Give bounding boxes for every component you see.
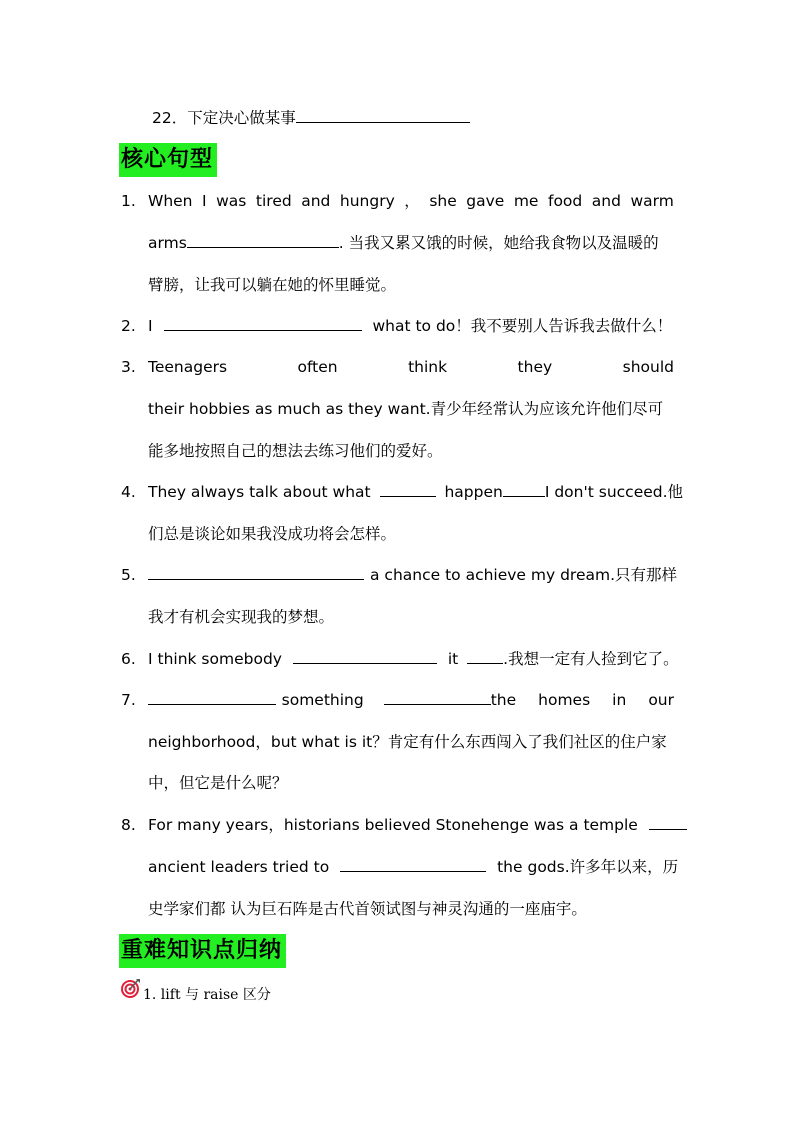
item-number: 22．	[152, 109, 188, 127]
item-7-line-1: something the homes in our	[148, 690, 674, 710]
item-6-line-1: I think somebody it .我想一定有人捡到它了。	[148, 650, 679, 668]
item-1-line-3: 臂膀，让我可以躺在她的怀里睡觉。	[148, 276, 397, 294]
item-2-line-1: I what to do！我不要别人告诉我去做什么！	[148, 317, 673, 335]
item-8-line-2: ancient leaders tried to the gods.许多年以来，历	[148, 858, 679, 876]
item-number: 5.	[121, 566, 136, 584]
answer-blank[interactable]	[293, 649, 437, 664]
item-8-line-3: 史学家们都 认为巨石阵是古代首领试图与神灵沟通的一座庙宇。	[148, 900, 587, 918]
answer-blank[interactable]	[164, 316, 362, 331]
section-heading-key-points: 重难知识点归纳	[119, 934, 286, 968]
item-number: 4.	[121, 483, 136, 501]
item-4-line-2: 们总是谈论如果我没成功将会怎样。	[148, 525, 397, 543]
subsection-lift-raise: 1. lift 与 raise 区分	[143, 987, 271, 1003]
item-3-line-3: 能多地按照自己的想法去练习他们的爱好。	[148, 442, 443, 460]
answer-blank[interactable]	[148, 690, 276, 705]
answer-blank[interactable]	[296, 108, 470, 123]
item-number: 7.	[121, 691, 136, 709]
item-1-line-2: arms . 当我又累又饿的时候，她给我食物以及温暖的	[148, 234, 659, 252]
item-number: 3.	[121, 358, 136, 376]
item-8-line-1: For many years，historians believed Stonehenge was a temple	[148, 815, 687, 835]
item-5-line-1: a chance to achieve my dream.只有那样	[148, 565, 677, 585]
item-7-line-3: 中，但它是什么呢？	[148, 774, 288, 792]
item-7-line-2: neighborhood，but what is it？肯定有什么东西闯入了我们社区的住户家	[148, 733, 667, 751]
answer-blank[interactable]	[467, 649, 503, 664]
item-1-line-1: When I was tired and hungry ， she gave me food and warm	[148, 192, 674, 210]
item-5-line-2: 我才有机会实现我的梦想。	[148, 608, 335, 626]
item-3-line-1: Teenagers often think they should	[148, 358, 674, 376]
answer-blank[interactable]	[384, 690, 491, 705]
answer-blank[interactable]	[187, 233, 339, 248]
item-text: 下定决心做某事	[187, 109, 296, 127]
target-icon	[121, 978, 141, 998]
item-number: 8.	[121, 816, 136, 834]
item-number: 6.	[121, 650, 136, 668]
answer-blank[interactable]	[649, 815, 687, 830]
answer-blank[interactable]	[340, 857, 486, 872]
answer-blank[interactable]	[148, 565, 364, 580]
section-heading-core-sentences: 核心句型	[119, 143, 217, 177]
item-4-line-1: They always talk about what happen I don't succeed.他	[148, 483, 684, 501]
answer-blank[interactable]	[380, 482, 436, 497]
item-22	[152, 108, 470, 128]
answer-blank[interactable]	[503, 482, 545, 497]
item-number: 2.	[121, 317, 136, 335]
item-3-line-2: their hobbies as much as they want.青少年经常认为应该允许他们尽可	[148, 400, 664, 418]
item-number: 1.	[121, 192, 136, 210]
